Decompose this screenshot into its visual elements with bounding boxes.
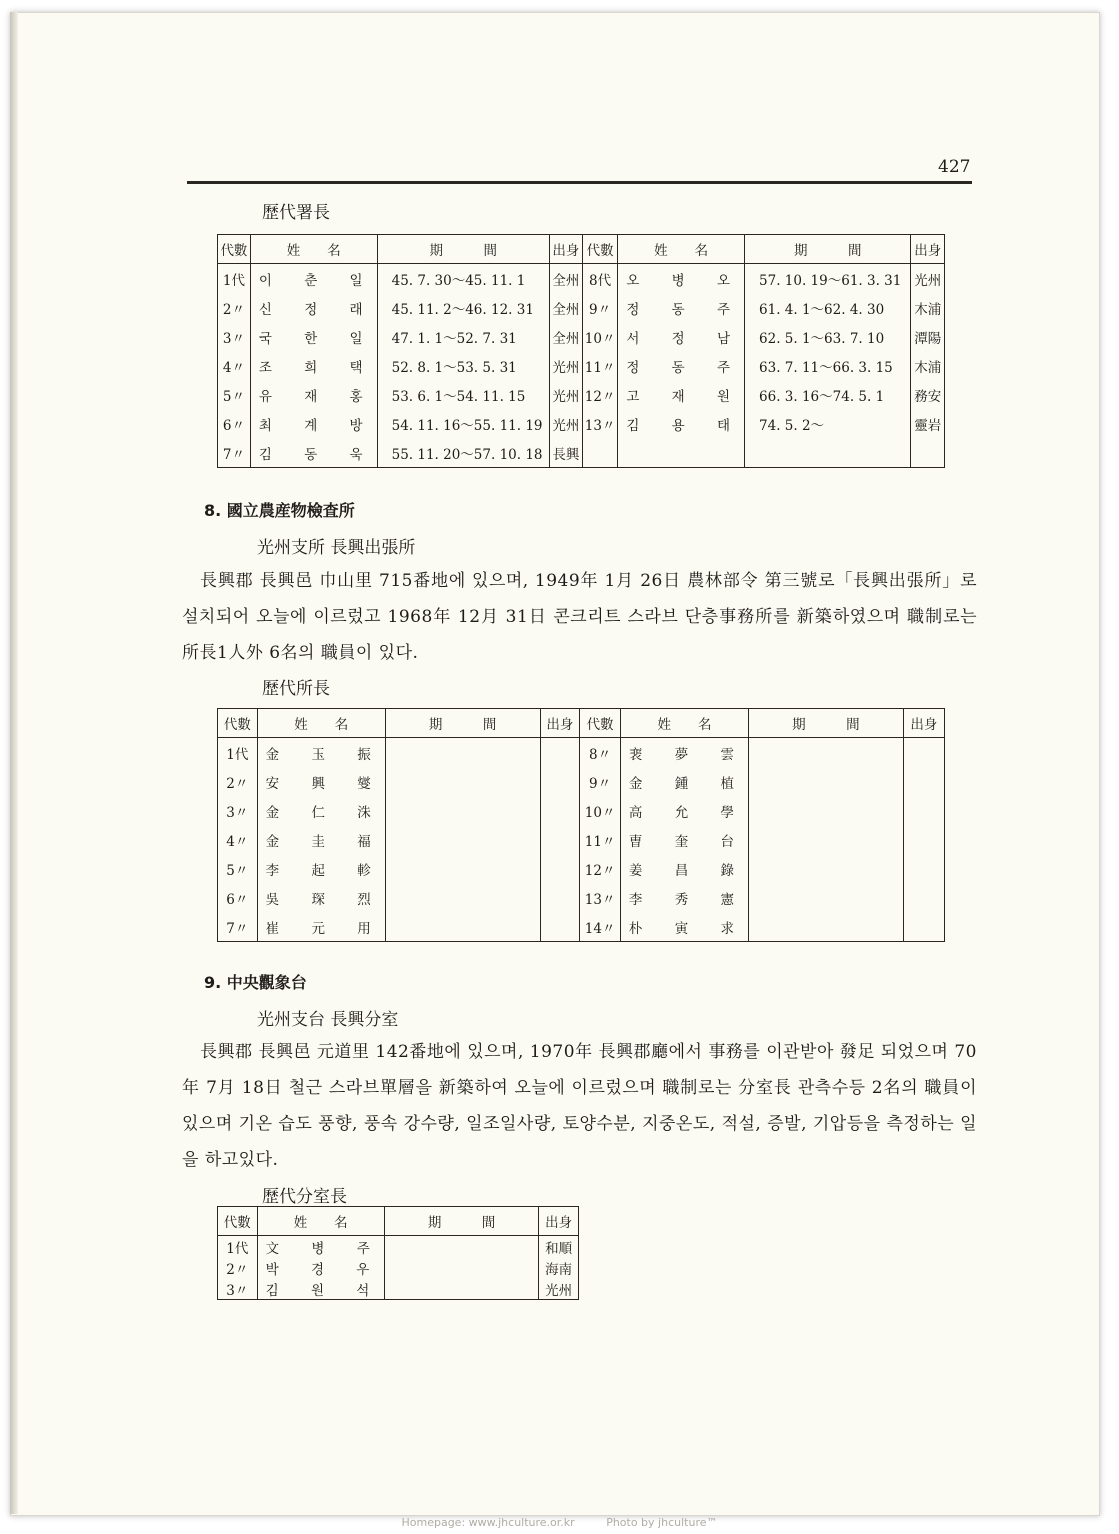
table-cell: 2〃 — [218, 767, 258, 796]
table-cell — [749, 854, 904, 883]
table-cell: 정 동 주 — [618, 293, 745, 322]
table-row — [218, 825, 945, 854]
section8-heading: 8. 國立農産物檢査所 — [204, 501, 355, 520]
table-cell: 海南 — [539, 1257, 579, 1278]
column-header: 姓 名 — [257, 709, 385, 738]
table-cell — [540, 767, 580, 796]
table-row — [218, 264, 945, 294]
table-cell — [903, 796, 944, 825]
column-header: 出身 — [903, 709, 944, 738]
table-cell: 和順 — [539, 1236, 579, 1258]
column-header: 出身 — [540, 709, 580, 738]
table-cell: 12〃 — [580, 854, 621, 883]
column-header: 姓 名 — [250, 235, 377, 264]
table-cell: 吳 琛 烈 — [257, 883, 385, 912]
table-cell — [385, 825, 540, 854]
table-cell: 45. 7. 30～45. 11. 1 — [377, 264, 549, 294]
footer — [0, 1516, 1119, 1529]
header-rule — [187, 181, 972, 184]
table-row — [218, 1257, 579, 1278]
directors-table — [217, 708, 945, 942]
table-cell: 9〃 — [582, 293, 617, 322]
table-cell: 최 계 방 — [250, 409, 377, 438]
table-row — [218, 767, 945, 796]
column-header: 出身 — [549, 235, 582, 264]
column-header: 代數 — [218, 709, 258, 738]
section9-heading: 9. 中央觀象台 — [204, 973, 307, 992]
table-cell: 金 圭 福 — [257, 825, 385, 854]
table-cell: 11〃 — [582, 351, 617, 380]
section8-paragraph: 長興郡 長興邑 巾山里 715番地에 있으며, 1949年 1月 26日 農林部令 第三號로「長興出張所」로 설치되어 오늘에 이르렀고 1968年 12月 31日 콘크리트 스라브 단층事務所를 新築하였으며 職制로는 所長1人外 6名의 職員이 있다. — [182, 571, 977, 663]
table-cell: 13〃 — [580, 883, 621, 912]
table-cell: 光州 — [549, 351, 582, 380]
table-cell: 金 仁 洙 — [257, 796, 385, 825]
table-cell: 김 동 욱 — [250, 438, 377, 468]
footer-photo-credit: Photo by jhculture™ — [606, 1516, 718, 1529]
table-cell — [385, 738, 540, 768]
table-cell: 신 정 래 — [250, 293, 377, 322]
table-cell: 曺 奎 台 — [620, 825, 748, 854]
table-cell: 유 재 홍 — [250, 380, 377, 409]
table-cell — [540, 883, 580, 912]
table-cell: 金 鍾 植 — [620, 767, 748, 796]
table-cell: 6〃 — [218, 883, 258, 912]
office-chiefs-table — [217, 1206, 579, 1300]
table-cell — [540, 825, 580, 854]
table-cell: 8代 — [582, 264, 617, 294]
table-cell — [540, 738, 580, 768]
table-row — [218, 883, 945, 912]
table-row — [218, 380, 945, 409]
table-cell: 全州 — [549, 322, 582, 351]
column-header: 期 間 — [377, 235, 549, 264]
table-cell — [903, 767, 944, 796]
column-header: 期 間 — [384, 1207, 539, 1236]
table-cell — [903, 912, 944, 942]
table1-caption: 歷代署長 — [262, 203, 330, 223]
table-cell: 47. 1. 1～52. 7. 31 — [377, 322, 549, 351]
table-row — [218, 322, 945, 351]
table-cell: 김 원 석 — [257, 1278, 384, 1300]
table-cell: 木浦 — [911, 351, 945, 380]
table-cell — [903, 825, 944, 854]
table-cell — [385, 767, 540, 796]
table-header-row — [218, 1207, 579, 1236]
table2-caption: 歷代所長 — [262, 679, 330, 699]
table-cell: 53. 6. 1～54. 11. 15 — [377, 380, 549, 409]
table-cell — [582, 438, 617, 468]
table-cell: 3〃 — [218, 322, 251, 351]
table-cell: 木浦 — [911, 293, 945, 322]
table-cell: 1代 — [218, 264, 251, 294]
table-cell: 11〃 — [580, 825, 621, 854]
table-cell: 安 興 燮 — [257, 767, 385, 796]
table-cell: 李 起 軫 — [257, 854, 385, 883]
table-cell: 61. 4. 1～62. 4. 30 — [745, 293, 911, 322]
table-cell — [384, 1278, 539, 1300]
table-cell — [749, 825, 904, 854]
table-cell: 光州 — [539, 1278, 579, 1300]
section9-paragraph: 長興郡 長興邑 元道里 142番地에 있으며, 1970年 長興郡廳에서 事務를 이관받아 發足 되었으며 70年 7月 18日 철근 스라브單層을 新築하여 오늘에 이르렀으며 職制로는 分室長 관측수등 2名의 職員이 있으며 기온 습도 풍향, 풍속 강수량, 일조일사량, 토양수분, 지중온도, 적설, 증발, 기압등을 측정하는 일을 하고있다. — [182, 1042, 977, 1170]
table-row — [218, 351, 945, 380]
page-spine-shadow — [10, 12, 18, 1514]
table-cell: 高 允 學 — [620, 796, 748, 825]
table-cell: 1代 — [218, 1236, 258, 1258]
table-cell: 5〃 — [218, 380, 251, 409]
table-cell: 金 玉 振 — [257, 738, 385, 768]
table-cell: 57. 10. 19～61. 3. 31 — [745, 264, 911, 294]
chiefs-table — [217, 234, 945, 468]
table-row — [218, 854, 945, 883]
table-cell: 3〃 — [218, 1278, 258, 1300]
table-cell: 1代 — [218, 738, 258, 768]
table-cell: 10〃 — [580, 796, 621, 825]
table-cell — [540, 796, 580, 825]
table-cell: 7〃 — [218, 438, 251, 468]
table-cell: 5〃 — [218, 854, 258, 883]
table-cell — [385, 854, 540, 883]
table-cell: 14〃 — [580, 912, 621, 942]
table-cell — [749, 912, 904, 942]
table-cell: 文 병 주 — [257, 1236, 384, 1258]
table-cell — [745, 438, 911, 468]
table-cell: 光州 — [549, 409, 582, 438]
column-header: 代數 — [218, 1207, 258, 1236]
table-cell — [540, 912, 580, 942]
table3-caption: 歷代分室長 — [262, 1187, 347, 1207]
table-cell: 長興 — [549, 438, 582, 468]
column-header: 期 間 — [745, 235, 911, 264]
table-cell — [385, 796, 540, 825]
column-header: 姓 名 — [618, 235, 745, 264]
table-cell — [618, 438, 745, 468]
table-cell: 74. 5. 2～ — [745, 409, 911, 438]
column-header: 期 間 — [385, 709, 540, 738]
table-cell — [903, 883, 944, 912]
table-cell: 朴 寅 求 — [620, 912, 748, 942]
table-cell: 오 병 오 — [618, 264, 745, 294]
table-cell: 全州 — [549, 293, 582, 322]
table-cell: 2〃 — [218, 293, 251, 322]
table-cell: 52. 8. 1～53. 5. 31 — [377, 351, 549, 380]
table-row — [218, 1236, 579, 1258]
table-cell: 裵 夢 雲 — [620, 738, 748, 768]
table-row — [218, 912, 945, 942]
table-cell: 光州 — [911, 264, 945, 294]
table-cell: 6〃 — [218, 409, 251, 438]
table-cell: 3〃 — [218, 796, 258, 825]
column-header: 出身 — [539, 1207, 579, 1236]
table-cell: 李 秀 憲 — [620, 883, 748, 912]
table-cell: 9〃 — [580, 767, 621, 796]
table-cell — [749, 767, 904, 796]
table-row — [218, 438, 945, 468]
table-cell: 潭陽 — [911, 322, 945, 351]
table-cell: 4〃 — [218, 825, 258, 854]
table-cell — [903, 738, 944, 768]
table-cell: 66. 3. 16～74. 5. 1 — [745, 380, 911, 409]
table-cell — [540, 854, 580, 883]
table-cell: 10〃 — [582, 322, 617, 351]
table-row — [218, 409, 945, 438]
column-header: 代數 — [582, 235, 617, 264]
table-cell: 54. 11. 16～55. 11. 19 — [377, 409, 549, 438]
table-cell: 8〃 — [580, 738, 621, 768]
column-header: 姓 名 — [257, 1207, 384, 1236]
table-row — [218, 293, 945, 322]
table-cell: 서 정 남 — [618, 322, 745, 351]
table-row — [218, 1278, 579, 1300]
table-cell: 국 한 일 — [250, 322, 377, 351]
table-cell: 조 희 택 — [250, 351, 377, 380]
table-cell: 務安 — [911, 380, 945, 409]
table-cell: 光州 — [549, 380, 582, 409]
table-cell: 崔 元 用 — [257, 912, 385, 942]
table-cell: 62. 5. 1～63. 7. 10 — [745, 322, 911, 351]
table-cell: 2〃 — [218, 1257, 258, 1278]
column-header: 姓 名 — [620, 709, 748, 738]
table-cell — [903, 854, 944, 883]
table-cell: 全州 — [549, 264, 582, 294]
table-cell — [749, 796, 904, 825]
table-cell: 55. 11. 20～57. 10. 18 — [377, 438, 549, 468]
column-header: 期 間 — [749, 709, 904, 738]
table-cell — [911, 438, 945, 468]
table-row — [218, 796, 945, 825]
table-cell: 靈岩 — [911, 409, 945, 438]
table-cell — [385, 912, 540, 942]
table-cell: 박 경 우 — [257, 1257, 384, 1278]
section9-subheading: 光州支台 長興分室 — [257, 1010, 399, 1030]
column-header: 代數 — [580, 709, 621, 738]
table-cell — [384, 1236, 539, 1258]
column-header: 代數 — [218, 235, 251, 264]
section8-subheading: 光州支所 長興出張所 — [257, 538, 416, 558]
table-cell: 7〃 — [218, 912, 258, 942]
table-row — [218, 738, 945, 768]
table-header-row — [218, 709, 945, 738]
table-cell: 고 재 원 — [618, 380, 745, 409]
table-cell: 정 동 주 — [618, 351, 745, 380]
table-cell: 45. 11. 2～46. 12. 31 — [377, 293, 549, 322]
table-cell — [749, 738, 904, 768]
footer-homepage: Homepage: www.jhculture.or.kr — [401, 1516, 575, 1529]
table-header-row — [218, 235, 945, 264]
table-cell — [385, 883, 540, 912]
table-cell: 12〃 — [582, 380, 617, 409]
table-cell: 63. 7. 11～66. 3. 15 — [745, 351, 911, 380]
table-cell: 김 용 태 — [618, 409, 745, 438]
table-cell — [749, 883, 904, 912]
table-cell: 이 춘 일 — [250, 264, 377, 294]
table-cell — [384, 1257, 539, 1278]
table-cell: 13〃 — [582, 409, 617, 438]
column-header: 出身 — [911, 235, 945, 264]
page-number: 427 — [938, 157, 971, 177]
table-cell: 姜 昌 錄 — [620, 854, 748, 883]
table-cell: 4〃 — [218, 351, 251, 380]
